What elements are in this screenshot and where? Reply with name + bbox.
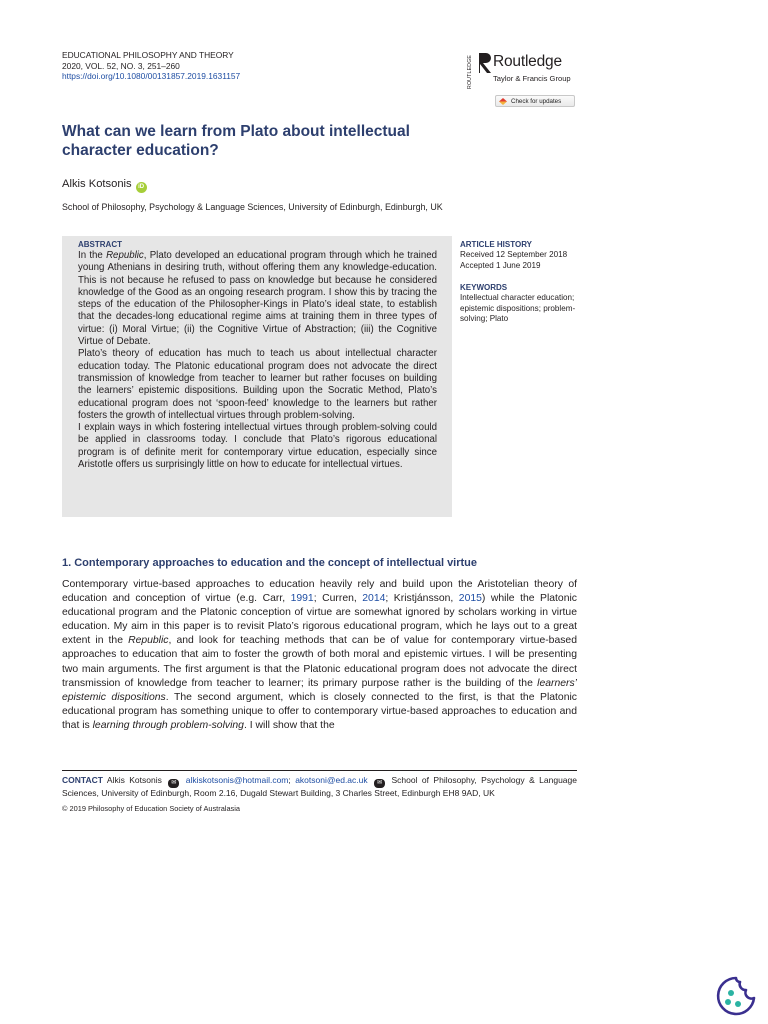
- email-link[interactable]: alkiskotsonis@hotmail.com: [185, 775, 289, 785]
- abstract-paragraph-3: I explain ways in which fostering intellectual virtues through problem-solving could be applied in classrooms today. I conclude that Plato’s rigorous educational program is of definite merit for contemporary virtue education, especially since Aristotle offers us surprisingly little on how to educate for intellectual virtues.: [78, 422, 437, 471]
- paper-title: What can we learn from Plato about intellectual character education?: [62, 123, 410, 159]
- check-for-updates-button[interactable]: [495, 95, 575, 107]
- publisher-logo: [467, 49, 597, 93]
- contact-address: School of Philosophy, Psychology & Language Sciences, University of Edinburgh, Room 2.16, Dugald Stewart Building, 3 Charles Street, Edinburgh EH8 9AD, UK: [62, 775, 577, 798]
- citation-link[interactable]: 2014: [362, 593, 386, 605]
- author-name: Alkis Kotsonis: [62, 178, 132, 190]
- journal-meta: [62, 50, 240, 82]
- publisher-subtitle: Taylor & Francis Group: [493, 74, 571, 83]
- address-icon: ✉: [374, 779, 385, 788]
- check-updates-label: Check for updates: [511, 98, 562, 105]
- keywords-list: Intellectual character education; epistemic dispositions; problem-solving; Plato: [460, 293, 576, 324]
- citation-link[interactable]: 2015: [458, 593, 482, 605]
- article-history-heading: ARTICLE HISTORY: [460, 240, 533, 249]
- author-line: [62, 178, 147, 193]
- keywords-block: [460, 283, 578, 325]
- abstract-paragraph-2: Plato’s theory of education has much to teach us about intellectual character education today. The Platonic educational program does not advocate the direct transmission of knowledge from teacher to learner but rather focuses on building the learners’ epistemic dispositions. Building upon the Socratic Method, Plato’s educational program does not ‘spoon-feed’ knowledge to the learners but rather fosters the growth of intellectual virtues through problem-solving.: [78, 348, 437, 421]
- section-heading: 1. Contemporary approaches to education and the concept of intellectual virtue: [62, 557, 478, 569]
- contact-label: CONTACT: [62, 775, 103, 785]
- check-updates-icon: [499, 98, 507, 105]
- viewer-cookie-logo-icon[interactable]: [714, 974, 758, 1018]
- doi-link[interactable]: https://doi.org/10.1080/00131857.2019.1631157: [62, 71, 241, 82]
- section-body: Contemporary virtue-based approaches to education heavily rely and build upon the Aristotelian theory of education and conception of virtue (e.g. Carr, 1991; Curren, 2014; Kristjánsson, 2015) while the Platonic educational program and the Platonic conception of virtue are somewhat ignored by scholars working in virtue education. My aim in this paper is to revisit Plato’s rigorous educational program, which he lays out to a great extent in the Republic, and look for teaching methods that can be of value for contemporary virtue-based approaches to education that aim to foster the growth of both moral and epistemic virtues. I will be presenting two main arguments. The first argument is that the Platonic educational program does not advocate the direct transmission of knowledge from teacher to learner; its primary purpose rather is the building of the learners’ epistemic dispositions. The second argument, which is closely connected to the first, is that the Platonic educational program has something unique to offer to contemporary virtue-based approaches to education and that is learning through problem-solving. I will show that the: [62, 579, 577, 731]
- article-sidebar: [460, 240, 578, 325]
- abstract-box: [62, 236, 452, 517]
- citation-link[interactable]: 1991: [290, 593, 314, 605]
- accepted-date: Accepted 1 June 2019: [460, 260, 541, 270]
- contact-name: Alkis Kotsonis: [106, 775, 162, 785]
- received-date: Received 12 September 2018: [460, 250, 568, 259]
- contact-info: CONTACT Alkis Kotsonis ✉ alkiskotsonis@hotmail.com; akotsoni@ed.ac.uk ✉ School of Philosophy, Psychology & Language Sciences, University of Edinburgh, Room 2.16, Dugald Stewart Building, 3 Charles Street, Edinburgh EH8 9AD, UK: [62, 775, 577, 798]
- keywords-heading: KEYWORDS: [460, 283, 508, 293]
- copyright-line: © 2019 Philosophy of Education Society of Australasia: [62, 804, 241, 813]
- abstract-heading: ABSTRACT: [78, 240, 122, 249]
- journal-name: EDUCATIONAL PHILOSOPHY AND THEORY: [62, 50, 234, 60]
- footer-divider: [62, 770, 577, 771]
- abstract-paragraph-1: In the Republic, Plato developed an educational program through which he trained young Athenians in desiring truth, without offering them any knowledge-education. This is not because he refused to pass on knowledge but because he considered knowledge of the Good as an ongoing research program. I show this by tracing the steps of the education of the Philosopher-Kings in Plato’s ideal state, to establish that the decades-long educational regime aims at training them in three types of virtue: (i) Moral Virtue; (ii) the Cognitive Virtue of Abstraction; (iii) the Cognitive Virtue of Debate.: [78, 250, 437, 348]
- orcid-icon[interactable]: iD: [136, 182, 147, 193]
- author-affiliation: School of Philosophy, Psychology & Language Sciences, University of Edinburgh, Edinburgh, UK: [62, 202, 443, 212]
- publisher-name: Routledge: [493, 53, 562, 70]
- journal-volume: 2020, VOL. 52, NO. 3, 251–260: [62, 60, 180, 71]
- email-icon: ✉: [168, 779, 179, 788]
- publisher-side-text: ROUTLEDGE: [467, 54, 473, 89]
- email-link[interactable]: akotsoni@ed.ac.uk: [295, 775, 368, 785]
